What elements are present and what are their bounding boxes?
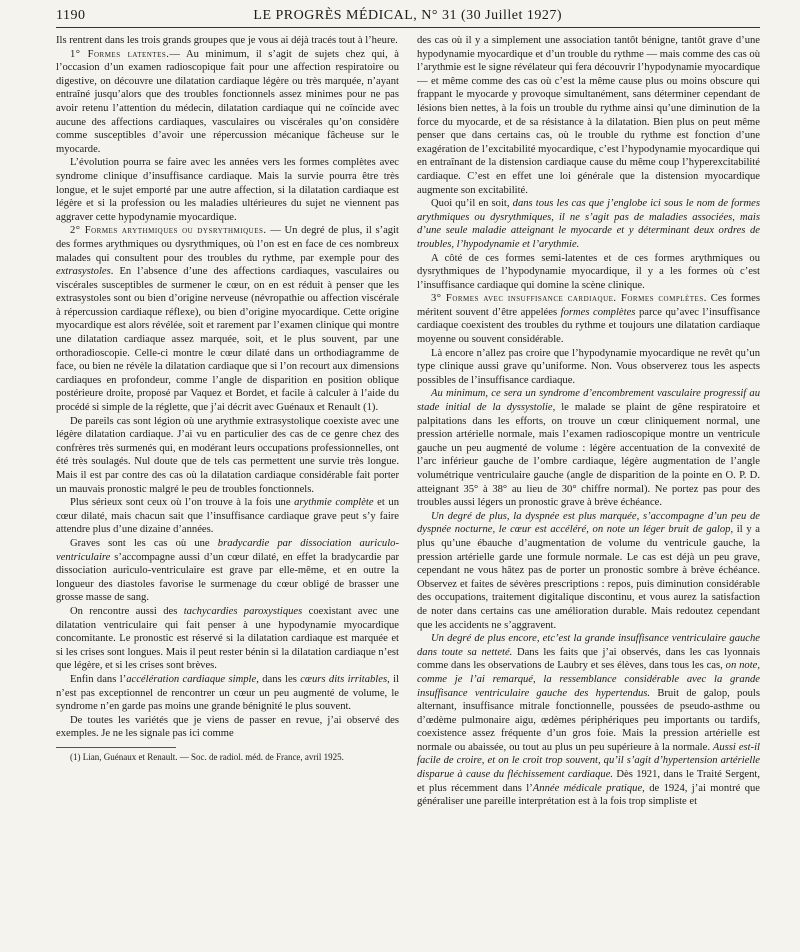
left-column <box>56 34 399 934</box>
paragraph: Quoi qu’il en soit, dans tous les cas que j’englobe ici sous le nom de formes arythmiques ou dysrythmiques, il ne s’agit pas de maladies associées, mais d’une seule maladie atteignant le myocarde et y déterminant deux ordres de troubles, l’hypodynamie et l’arythmie. <box>417 198 760 250</box>
paragraph: Plus sérieux sont ceux où l’on trouve à la fois une arythmie complète et un cœur dilaté, mais chacun sait que l’insuffisance cardiaque grave peut s’y faire attendre plus d’une dizaine d’années. <box>56 497 399 536</box>
paragraph: Un degré de plus encore, etc’est la grande insuffisance ventriculaire gauche dans toute sa netteté. Dans les faits que j’ai observés, dans les cas lyonnais comme dans les observations de Laubry et ses élèves, dans tous les cas, on note, comme je l’ai remarqué, la ressemblance considérable avec la grande insuffisance ventriculaire gauche des hypertendus. Bruit de galop, pouls alternant, insuffisance mitrale fonctionnelle, poussées de pseudo-asthme ou d’œdème pulmonaire aigu, œdèmes périphériques peu importants ou tardifs, coexistence assez fréquente d’un gros foie. Mais la pression artérielle est normale ou abaissée, ou tout au plus un peu supérieure à la normale. Aussi est-il facile de croire, et on le croit trop souvent, qu’il s’agit d’hypertension artérielle disparue à cause du fléchissement cardiaque. Dès 1921, dans le Traité Sergent, et plus récemment dans l’Année médicale pratique, de 1924, j’ai montré que généraliser une pareille interprétation est à la fois trop simpliste et <box>417 633 760 808</box>
right-column <box>417 34 760 934</box>
paragraph: Enfin dans l’accélération cardiaque simple, dans les cœurs dits irritables, il n’est pas exceptionnel de rencontrer un cœur un peu augmenté de volume, le syndrome n’en garde pas moins une grande bénignité le plus souvent. <box>56 673 399 713</box>
page-header <box>56 8 760 24</box>
paragraph: Graves sont les cas où une bradycardie par dissociation auriculo-ventriculaire s’accompagne aussi d’un cœur dilaté, en effet la bradycardie par dissociation auriculo-ventriculaire est grave par elle-même, et en outre la longueur des diastoles favorise le surmenage du cœur obligé de brasser une grosse masse de sang. <box>56 537 399 604</box>
paragraph: A côté de ces formes semi-latentes et de ces formes arythmiques ou dysrythmiques de l’hypodynamie myocardique, il y a les formes où c’est l’insuffisance cardiaque qui domine la scène clinique. <box>417 252 760 291</box>
footnote-rule <box>56 747 176 748</box>
paragraph: 3° Formes avec insuffisance cardiaque. Formes complètes. Ces formes méritent souvent d’être appelées formes complètes parce qu’avec l’insuffisance cardiaque coexistent des troubles du rythme et toujours une dilatation cardiaque moyenne ou souvent considérable. <box>417 293 760 346</box>
page-number: 1190 <box>56 8 86 23</box>
paragraph: 2° Formes arythmiques ou dysrythmiques. — Un degré de plus, il s’agit des formes arythmiques ou dysrythmiques, où l’on est en face de ces nombreux malades qui consultent pour des troubles du rythme, par exemple pour des extrasystoles. En l’absence d’une des affections cardiaques, vasculaires ou viscérales susceptibles de surmener le cœur, on en est réduit à penser que les extrasystoles sont ou bien d’origine nerveuse (névropathie ou affection viscérale à répercussion cardiaque réflexe), ou bien d’origine myocardique. Cette origine myocardique est alors révélée, soit et rarement par l’examen clinique qui montre une dilatation cardiaque assez marquée, soit, et le plus souvent, par une orthoradioscopie. Celle-ci montre le cœur dilaté dans un orthodiagramme de face, ou bien ne révèle la dilatation cardiaque que si l’on recourt aux dimensions cardiaques en profondeur, comme l’angle de disparition en position oblique postérieure droite, proposé par Vaquez et Bordet, et facile à calculer à l’aide du procédé si simple de la réglette, que j’ai décrit avec Guénaux et Renault (1). <box>56 225 399 414</box>
section-heading: 3° Formes avec insuffisance cardiaque. Formes complètes. <box>431 293 707 305</box>
paragraph: des cas où il y a simplement une association tantôt bénigne, tantôt grave d’une hypodynamie myocardique et d’un trouble du rythme — mais comme des cas où l’arythmie est le signe révélateur qui fera découvrir l’hypodynamie myocardique — et même comme des cas où c’est la même cause plus ou moins obscure qui frappant le myocarde y provoque simultanément, sans déterminer cependant de lésions bien nettes, à la fois un trouble du rythme ainsi qu’une diminution de la force du myocarde, et de sa résistance à la dilatation. Bien plus on peut même penser que dans certains cas, où le trouble du rythme est fonction d’une exagération de l’excitabilité myocardique, c’est l’hypodynamie myocardique qui en entraînant de la distension cardiaque cause du même coup l’hyperexcitabilité cardiaque. C’est en effet une loi générale que la distension myocardique augmente son excitabilité. <box>417 35 760 196</box>
paragraph: On rencontre aussi des tachycardies paroxystiques coexistant avec une dilatation ventriculaire qui fait penser à une hypodynamie myocardique concomitante. Le pronostic est réservé si la dilatation cardiaque est marquée et si les crises sont longues. Mais il peut rester bénin si la dilatation cardiaque n’est que légère, et si les crises sont brèves. <box>56 605 399 672</box>
two-column-body <box>56 34 760 934</box>
paragraph: 1° Formes latentes.— Au minimum, il s’agit de sujets chez qui, à l’occasion d’un examen radioscopique fait pour une affection respiratoire ou digestive, on découvre une dilatation cardiaque légère ou très marquée, n’ayant entraîné jusqu’alors que des troubles fonctionnels assez minimes pour ne pas avoir retenu l’attention du médecin, dilatation cardiaque qui ne coïncide avec aucune des affections cardiaques, vasculaires ou viscérales qu’on considère comme susceptibles d’avoir une répercussion mécanique fâcheuse sur le myocarde. <box>56 48 399 155</box>
footnote: (1) Lian, Guénaux et Renault. — Soc. de radiol. méd. de France, avril 1925. <box>70 751 344 762</box>
paragraph: Un degré de plus, la dyspnée est plus marquée, s’accompagne d’un peu de dyspnée nocturne, le cœur est accéléré, on note un léger bruit de galop, il y a plus qu’une ébauche d’augmentation de volume du ventricule gauche, la pression artérielle garde une formule normale. Le cas est déjà un peu grave, cependant ne vous hâtez pas de porter un pronostic sombre à brève échéance. Observez et faites de sévères prescriptions : repos, puis diminution considérable des occupations, traitement digitalique discontinu, et vous aurez la satisfaction de noter dans certains cas une amélioration durable. Mais redoutez cependant que les accidents ne s’aggravent. <box>417 510 760 631</box>
section-heading: 2° Formes arythmiques ou dysrythmiques. <box>70 225 267 237</box>
paragraph: De pareils cas sont légion où une arythmie extrasystolique coexiste avec une légère dilatation cardiaque. J’ai vu en particulier des cas de ce genre chez des confrères très surmenés qui, en modérant leurs occupations professionnelles, ont été très soulagés. Nul doute que de tels cas permettent une survie très longue. Mais il est par contre des cas où la dilatation cardiaque considérable fait porter un mauvais pronostic malgré le peu de troubles fonctionnels. <box>56 415 399 495</box>
section-heading: 1° Formes latentes. <box>70 48 170 60</box>
paragraph: L’évolution pourra se faire avec les années vers les formes complètes avec syndrome clinique d’insuffisance cardiaque. Mais la survie pourra être très longue, et le sujet emporté par une autre affection, si la dilatation cardiaque est légère et si la profession ou les maladies ultérieures du sujet ne viennent pas aggraver cette hypodynamie myocardique. <box>56 157 399 223</box>
journal-title: LE PROGRÈS MÉDICAL, N° 31 (30 Juillet 1927) <box>253 8 563 23</box>
paragraph: De toutes les variétés que je viens de passer en revue, j’ai observé des exemples. Je ne les signale pas ici comme <box>56 714 399 740</box>
header-rule <box>56 27 760 28</box>
paragraph: Ils rentrent dans les trois grands groupes que je vous ai déjà tracés tout à l’heure. <box>56 35 398 46</box>
paragraph: Là encore n’allez pas croire que l’hypodynamie myocardique ne revêt qu’un type clinique aussi grave qu’uniforme. Non. Vous observerez tous les aspects possibles de l’insuffisance cardiaque. <box>417 347 760 386</box>
paragraph: Au minimum, ce sera un syndrome d’encombrement vasculaire progressif au stade initial de la dyssystolie, le malade se plaint de gêne respiratoire et palpitations dans les efforts, on trouve un cœur cliniquement normal, une pression artérielle normale, mais l’examen radioscopique montre un ventricule gauche un peu augmenté de volume : légère accentuation de la convexité de l’arc inférieur gauche de l’ombre cardiaque, légère augmentation de l’angle volumétrique ventriculaire gauche (angle de disparition de la pointe en O. P. D. atteignant 35° à 38° au lieu de 30° chiffre normal). Ne portez pas pour des troubles aussi légers un pronostic grave à brève échéance. <box>417 388 760 509</box>
